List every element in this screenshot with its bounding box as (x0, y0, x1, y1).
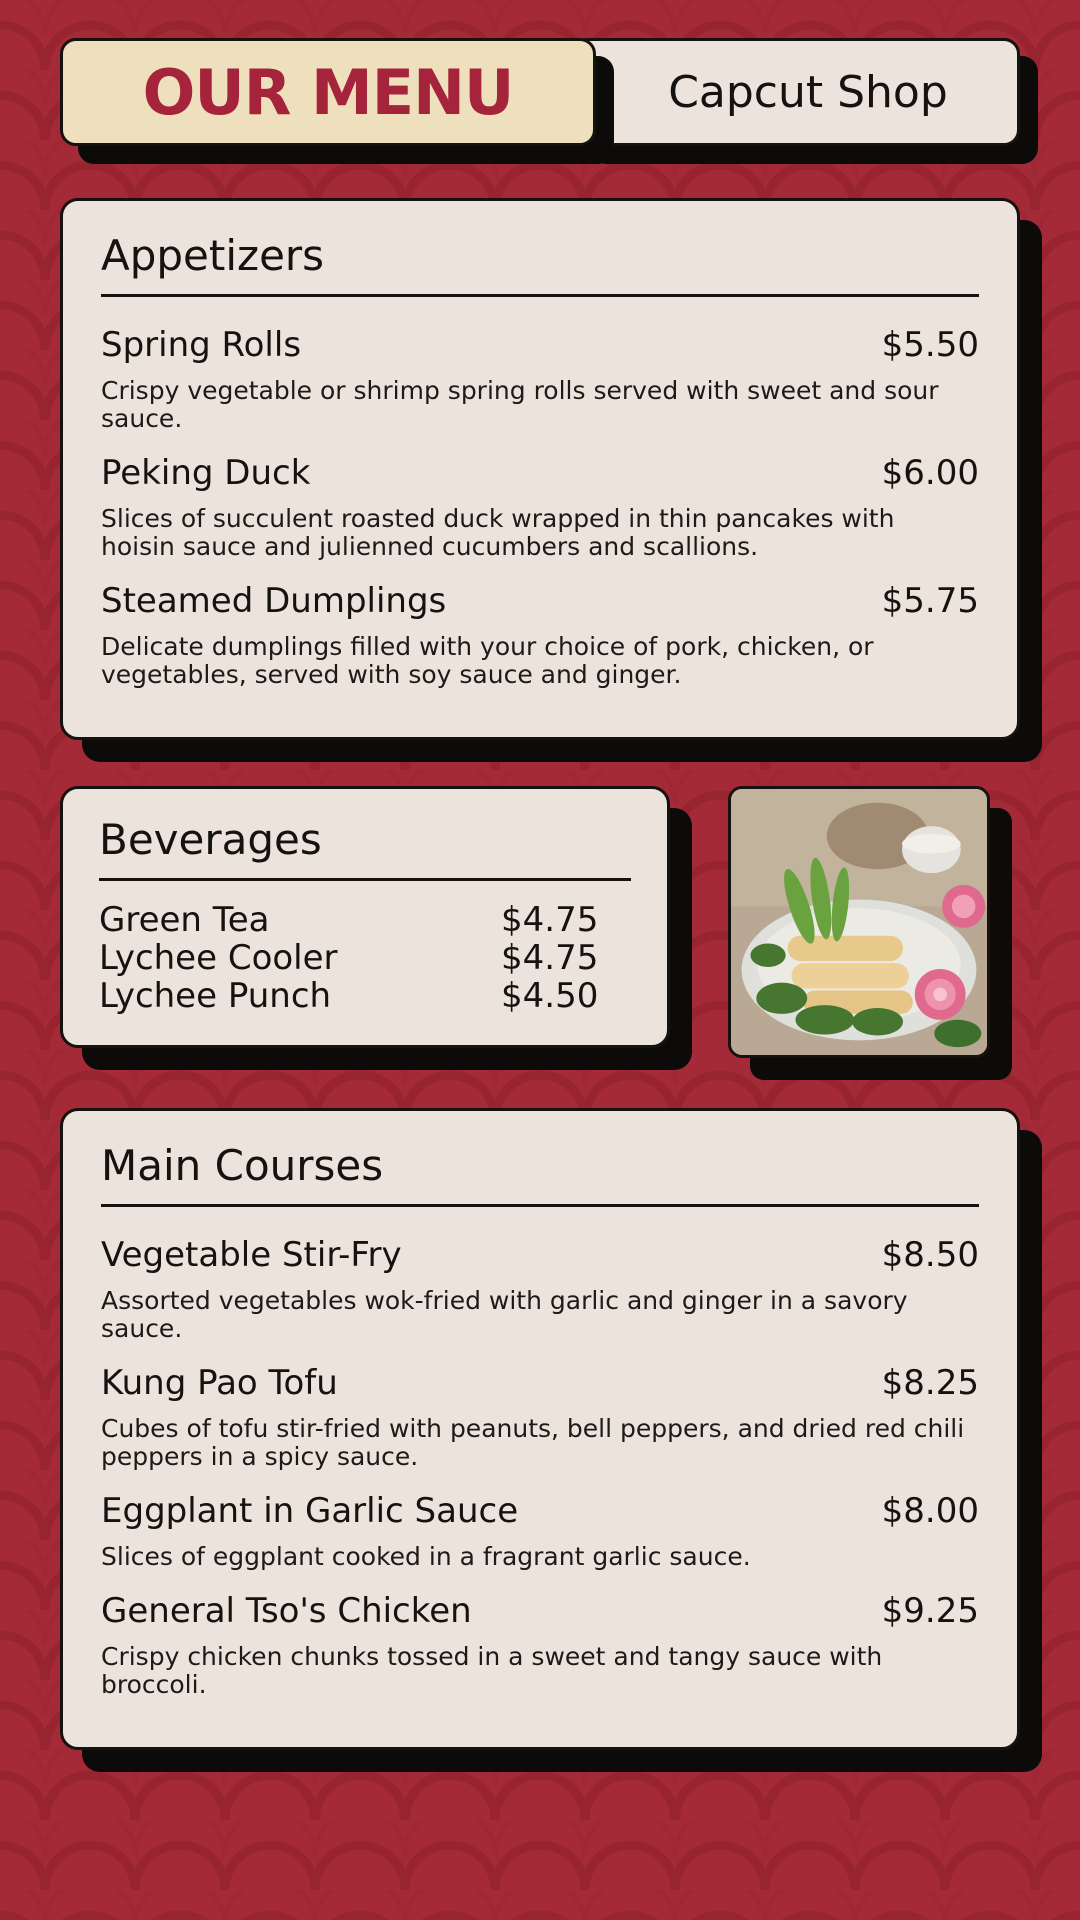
item-price: $5.50 (881, 325, 979, 365)
item-price: $4.50 (501, 976, 599, 1017)
item-price: $8.00 (881, 1491, 979, 1531)
section-divider (101, 1204, 979, 1207)
item-description: Slices of succulent roasted duck wrapped in thin pancakes with hoisin sauce and julienned cucumbers and scallions. (101, 504, 895, 561)
beverage-row (99, 901, 631, 939)
item-name: General Tso's Chicken (101, 1591, 472, 1631)
item-price: $9.25 (881, 1591, 979, 1631)
item-name: Peking Duck (101, 453, 311, 493)
shop-name-box (572, 38, 1020, 146)
menu-item (101, 317, 979, 439)
menu-item (101, 1227, 979, 1349)
menu-header (60, 38, 1020, 146)
item-name: Green Tea (99, 900, 270, 940)
section-title-beverages: Beverages (99, 815, 322, 864)
item-price: $6.00 (881, 453, 979, 493)
item-name: Spring Rolls (101, 325, 302, 365)
item-price: $8.50 (881, 1235, 979, 1275)
section-beverages (60, 786, 670, 1048)
menu-item (101, 573, 979, 695)
item-name: Eggplant in Garlic Sauce (101, 1491, 519, 1531)
beverages-and-photo-row (60, 786, 1020, 1058)
section-title-appetizers: Appetizers (101, 231, 325, 280)
menu-item (101, 1355, 979, 1477)
item-name: Kung Pao Tofu (101, 1363, 338, 1403)
item-price: $8.25 (881, 1363, 979, 1403)
item-description: Slices of eggplant cooked in a fragrant garlic sauce. (101, 1542, 751, 1571)
item-name: Vegetable Stir-Fry (101, 1235, 402, 1275)
beverage-row (99, 977, 631, 1015)
menu-item (101, 445, 979, 567)
section-appetizers (60, 198, 1020, 740)
item-description: Crispy vegetable or shrimp spring rolls served with sweet and sour sauce. (101, 376, 939, 433)
item-description: Crispy chicken chunks tossed in a sweet and tangy sauce with broccoli. (101, 1642, 883, 1699)
menu-title-box (60, 38, 596, 146)
section-main-courses (60, 1108, 1020, 1750)
section-title-main-courses: Main Courses (101, 1141, 384, 1190)
item-name: Lychee Punch (99, 976, 332, 1017)
item-price: $4.75 (501, 938, 599, 979)
section-divider (99, 878, 631, 881)
item-name: Steamed Dumplings (101, 581, 447, 621)
item-price: $4.75 (501, 900, 599, 940)
menu-item (101, 1483, 979, 1577)
item-description: Assorted vegetables wok-fried with garlic and ginger in a savory sauce. (101, 1286, 908, 1343)
item-price: $5.75 (881, 581, 979, 621)
beverage-row (99, 939, 631, 977)
food-photo (728, 786, 990, 1058)
item-name: Lychee Cooler (99, 938, 338, 979)
item-description: Cubes of tofu stir-fried with peanuts, bell peppers, and dried red chili peppers in a spicy sauce. (101, 1414, 965, 1471)
shop-name: Capcut Shop (668, 66, 948, 118)
section-divider (101, 294, 979, 297)
page-title: OUR MENU (142, 55, 514, 129)
item-description: Delicate dumplings filled with your choice of pork, chicken, or vegetables, served with soy sauce and ginger. (101, 632, 874, 689)
menu-item (101, 1583, 979, 1705)
spring-rolls-photo-illustration (731, 789, 987, 1055)
